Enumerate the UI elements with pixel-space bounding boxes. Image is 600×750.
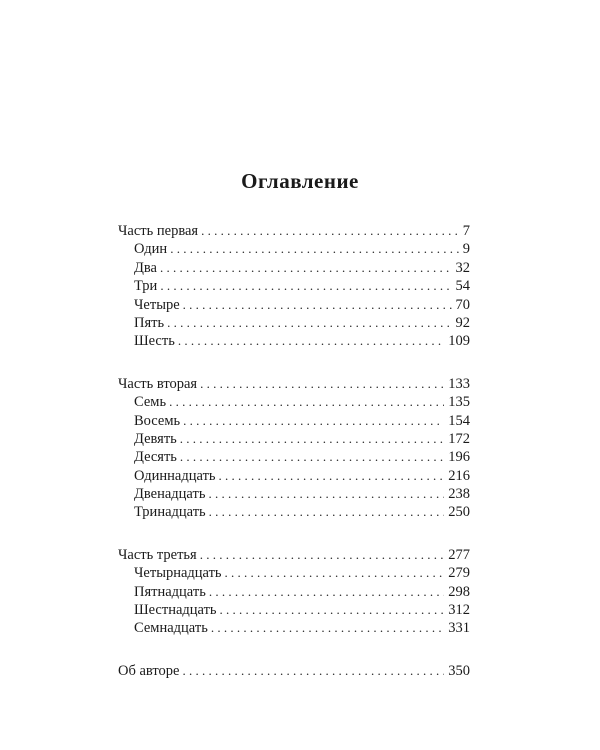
dot-leader <box>182 662 444 680</box>
toc-entry-chapter-14[interactable] <box>118 564 470 582</box>
toc-entry-label: Пять <box>134 314 165 331</box>
toc-entry-chapter-1[interactable] <box>118 240 470 258</box>
toc-entry-label: Шесть <box>134 333 175 350</box>
toc-entry-page: 154 <box>448 412 470 429</box>
toc-entry-chapter-5[interactable] <box>118 314 470 332</box>
dot-leader <box>160 277 451 295</box>
toc-section-part-1 <box>118 222 470 351</box>
toc-entry-part-1[interactable] <box>118 222 470 240</box>
dot-leader <box>183 412 444 430</box>
page-title: Оглавление <box>241 169 359 193</box>
toc-entry-chapter-8[interactable] <box>118 412 470 430</box>
toc-section-part-2 <box>118 375 470 522</box>
table-of-contents <box>118 222 470 680</box>
dot-leader <box>170 240 459 258</box>
toc-entry-label: Часть вторая <box>118 375 198 392</box>
dot-leader <box>200 375 444 393</box>
dot-leader <box>160 259 452 277</box>
toc-entry-page: 32 <box>455 259 470 276</box>
toc-entry-page: 238 <box>448 486 470 503</box>
toc-entry-page: 135 <box>448 394 470 411</box>
toc-entry-chapter-9[interactable] <box>118 430 470 448</box>
toc-entry-part-3[interactable] <box>118 546 470 564</box>
toc-entry-page: 54 <box>455 278 470 295</box>
dot-leader <box>169 393 444 411</box>
toc-section-about-author <box>118 662 470 680</box>
toc-entry-label: Восемь <box>134 412 181 429</box>
toc-entry-page: 172 <box>448 430 470 447</box>
toc-entry-label: Три <box>134 278 158 295</box>
dot-leader <box>211 619 444 637</box>
toc-entry-page: 298 <box>448 583 470 600</box>
toc-entry-page: 92 <box>455 314 470 331</box>
dot-leader <box>200 546 445 564</box>
toc-entry-chapter-13[interactable] <box>118 503 470 521</box>
dot-leader <box>219 467 445 485</box>
dot-leader <box>167 314 451 332</box>
toc-entry-label: Семнадцать <box>134 620 208 637</box>
toc-entry-page: 350 <box>448 662 470 679</box>
dot-leader <box>180 448 444 466</box>
toc-entry-label: Одиннадцать <box>134 467 216 484</box>
toc-entry-chapter-3[interactable] <box>118 277 470 295</box>
toc-entry-chapter-10[interactable] <box>118 448 470 466</box>
toc-entry-label: Один <box>134 241 168 258</box>
toc-entry-page: 133 <box>448 375 470 392</box>
toc-entry-page: 250 <box>448 504 470 521</box>
toc-entry-label: Шестнадцать <box>134 602 217 619</box>
toc-entry-label: Тринадцать <box>134 504 206 521</box>
toc-entry-label: Десять <box>134 449 177 466</box>
toc-entry-page: 279 <box>448 565 470 582</box>
toc-entry-page: 9 <box>462 241 470 258</box>
toc-entry-label: Семь <box>134 394 167 411</box>
dot-leader <box>220 601 445 619</box>
dot-leader <box>178 332 444 350</box>
toc-entry-label: Два <box>134 259 157 276</box>
toc-entry-chapter-4[interactable] <box>118 296 470 314</box>
toc-entry-page: 7 <box>462 223 470 239</box>
toc-entry-page: 109 <box>448 333 470 350</box>
toc-entry-chapter-7[interactable] <box>118 393 470 411</box>
toc-entry-part-2[interactable] <box>118 375 470 393</box>
toc-entry-page: 70 <box>455 296 470 313</box>
toc-entry-chapter-17[interactable] <box>118 619 470 637</box>
toc-entry-page: 216 <box>448 467 470 484</box>
toc-entry-chapter-2[interactable] <box>118 259 470 277</box>
toc-entry-page: 277 <box>448 546 470 563</box>
toc-entry-label: Часть первая <box>118 223 199 239</box>
dot-leader <box>225 564 445 582</box>
dot-leader <box>209 583 444 601</box>
toc-entry-label: Двенадцать <box>134 486 206 503</box>
toc-entry-label: Об авторе <box>118 662 180 679</box>
dot-leader <box>183 296 452 314</box>
toc-entry-chapter-15[interactable] <box>118 583 470 601</box>
toc-entry-about-author[interactable] <box>118 662 470 680</box>
toc-entry-label: Четыре <box>134 296 180 313</box>
toc-entry-chapter-12[interactable] <box>118 485 470 503</box>
toc-entry-label: Пятнадцать <box>134 583 206 600</box>
toc-entry-page: 331 <box>448 620 470 637</box>
toc-entry-label: Четырнадцать <box>134 565 222 582</box>
toc-entry-page: 196 <box>448 449 470 466</box>
toc-section-part-3 <box>118 546 470 638</box>
dot-leader <box>201 222 459 240</box>
toc-entry-page: 312 <box>448 602 470 619</box>
toc-entry-chapter-6[interactable] <box>118 332 470 350</box>
dot-leader <box>208 485 444 503</box>
toc-entry-label: Девять <box>134 430 177 447</box>
dot-leader <box>209 503 445 521</box>
toc-entry-chapter-11[interactable] <box>118 467 470 485</box>
toc-entry-label: Часть третья <box>118 546 197 563</box>
toc-entry-chapter-16[interactable] <box>118 601 470 619</box>
dot-leader <box>180 430 444 448</box>
